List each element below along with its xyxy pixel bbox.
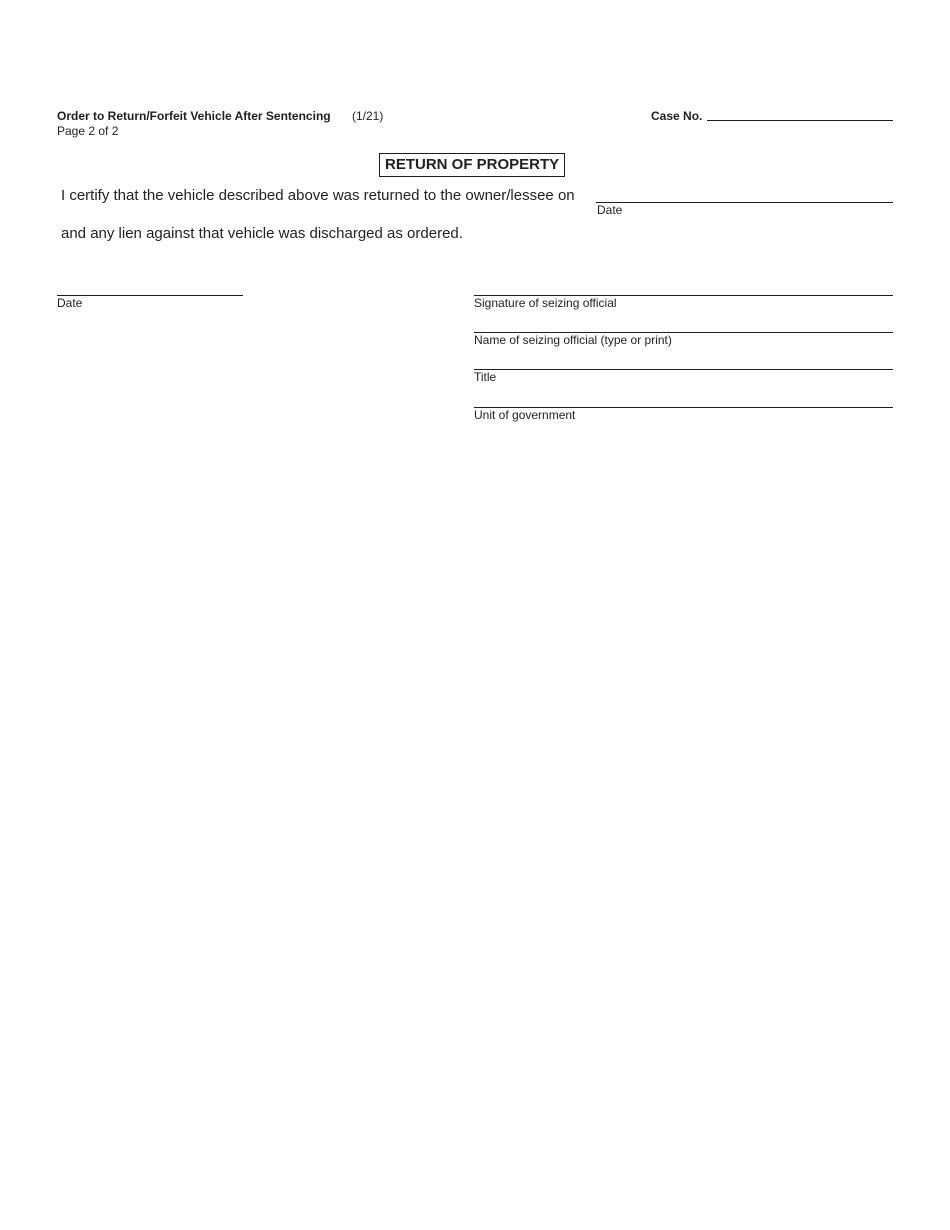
signing-date-label: Date [57,296,83,310]
official-name-label: Name of seizing official (type or print) [474,333,672,347]
section-title: RETURN OF PROPERTY [379,153,565,177]
form-revision: (1/21) [352,109,384,123]
return-date-field[interactable] [596,202,893,203]
signing-date-field[interactable] [57,295,243,296]
form-title: Order to Return/Forfeit Vehicle After Sentencing [57,109,331,123]
signature-label: Signature of seizing official [474,296,617,310]
official-title-field[interactable] [474,369,893,370]
unit-of-government-label: Unit of government [474,408,576,422]
lien-statement: and any lien against that vehicle was discharged as ordered. [61,225,463,242]
official-title-label: Title [474,370,497,384]
return-date-label: Date [597,203,623,217]
page-indicator: Page 2 of 2 [57,124,119,138]
case-number-label: Case No. [651,109,703,123]
certification-statement: I certify that the vehicle described above was returned to the owner/lessee on [61,187,575,204]
case-number-field[interactable] [707,120,893,121]
